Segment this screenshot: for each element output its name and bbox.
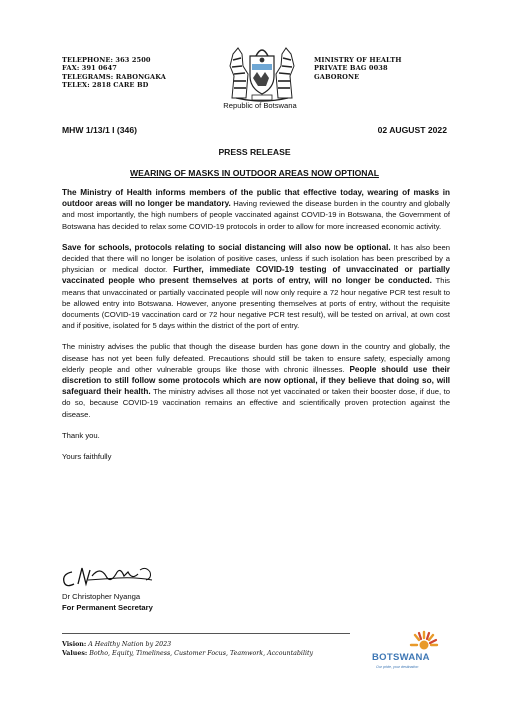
- paragraph-1-text: Having reviewed the disease burden in the country and globally and most importantly, the high numbers of people vaccinated against COVID-19 in Botswana, the Government of Botswana has decided to relax some COVID-19 protocols in order to allow for more increased economic activity.: [62, 199, 451, 231]
- left-contact-block: [62, 56, 166, 90]
- paragraph-3-text-2: The ministry advises all those not yet vaccinated or taken their booster dose, if due, to do so, because COVID-19 vaccination remains an effective and scientifically proven protection against the disease.: [62, 387, 451, 419]
- reference-number: MHW 1/13/1 I (346): [62, 125, 137, 135]
- vision-text: A Healthy Nation by 2023: [86, 641, 172, 648]
- contact-telegrams: TELEGRAMS: RABONGAKA: [62, 72, 166, 81]
- signer-block: [62, 592, 153, 613]
- values-text: Botho, Equity, Timeliness, Customer Focus, Teamwork, Accountability: [87, 650, 314, 657]
- paragraph-1-bold: The Ministry of Health informs members of the public that effective today, wearing of masks in outdoor areas will no longer be mandatory.: [62, 188, 450, 209]
- press-release-label: PRESS RELEASE: [218, 147, 291, 157]
- emblem-caption: Republic of Botswana: [223, 101, 297, 110]
- ministry-bag: PRIVATE BAG 0038: [314, 64, 388, 73]
- contact-fax: FAX: 391 0647: [62, 64, 117, 73]
- body-text: [62, 187, 450, 462]
- heading-text: WEARING OF MASKS IN OUTDOOR AREAS NOW OPTIONAL: [130, 168, 379, 178]
- values-label: Values:: [62, 650, 88, 657]
- paragraph-2-bold-2: Further, immediate COVID-19 testing of unvaccinated or partially vaccinated people who present themselves at ports of entry, will no longer be conducted.: [62, 265, 450, 286]
- footer-vision: [62, 640, 313, 649]
- vision-label: Vision:: [62, 641, 87, 648]
- thank-you: Thank you.: [62, 430, 100, 440]
- footer: [62, 640, 313, 658]
- paragraph-3: [62, 341, 450, 419]
- footer-values: [62, 649, 313, 658]
- paragraph-3-text-1: The ministry advises the public that though the disease burden has gone down in the country and globally, the disease has not yet been fully defeated. Precautions should still be taken to ensure safety, especially among elderly people and other vulnerable groups like those with chronic illnesses.: [62, 342, 450, 374]
- ministry-city: GABORONE: [314, 72, 360, 81]
- closing: Yours faithfully: [62, 452, 112, 462]
- ministry-name: MINISTRY OF HEALTH: [314, 56, 402, 64]
- contact-telex: TELEX: 2818 CARE BD: [62, 81, 149, 90]
- botswana-logo-wordmark: BOTSWANA: [372, 652, 430, 663]
- paragraph-2-text-1: It has also been decided that there will no longer be isolation of positive cases, unless if such isolation has been prescribed by a physician or medical doctor.: [62, 242, 450, 275]
- paragraph-2-bold-1: Save for schools, protocols relating to social distancing will also now be optional.: [62, 242, 391, 252]
- footer-divider: [62, 633, 350, 634]
- signer-name: Dr Christopher Nyanga: [62, 592, 141, 601]
- signer-title: For Permanent Secretary: [62, 602, 153, 612]
- paragraph-2: [62, 242, 450, 332]
- right-contact-block: [314, 56, 402, 81]
- document-date: 02 AUGUST 2022: [377, 125, 447, 135]
- botswana-logo-tagline: Our pride, your destination: [376, 665, 419, 669]
- paragraph-1: [62, 187, 450, 232]
- paragraph-2-text-2: This means that unvaccinated or partially vaccinated people will now only require a 72 hour negative PCR test result to be allowed entry into Botswana. However, anyone presenting themselves at ports of entry, without the requisite documents (COVID-19 vaccination card or 72 hour negative PCR test result), will be tested on arrival, at own cost and if positive, isolated for 5 days within the district of the port of entry.: [62, 276, 451, 331]
- paragraph-3-bold: People should use their discretion to still follow some protocols which are now optional, if they believe that doing so, will safeguard their health.: [62, 364, 450, 397]
- document-heading: [0, 168, 509, 178]
- contact-telephone: TELEPHONE: 363 2500: [62, 56, 151, 64]
- handwritten-signature: [58, 562, 178, 592]
- coat-of-arms-icon: [222, 40, 302, 102]
